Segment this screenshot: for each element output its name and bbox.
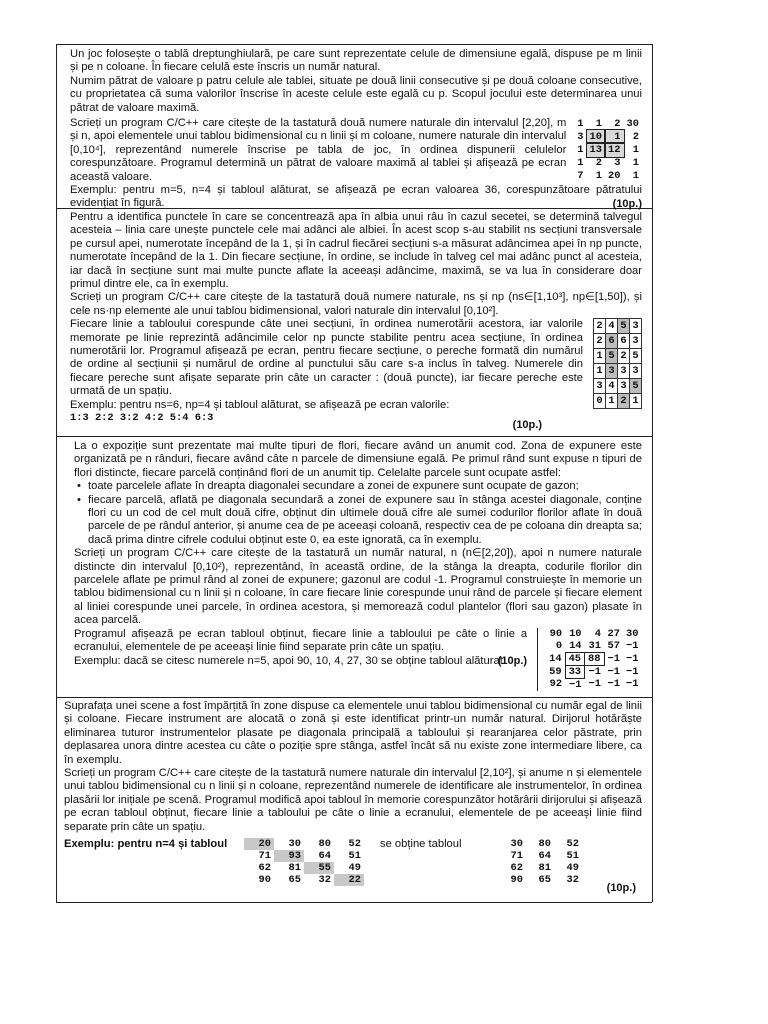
grid-cell: 32 xyxy=(318,874,331,887)
grid-cell: 22 xyxy=(334,874,364,886)
grid-cell: 65 xyxy=(538,874,551,887)
grid-cell: 80 xyxy=(318,838,331,851)
grid-cell: 1 xyxy=(632,144,639,156)
grid-cell: 57 xyxy=(607,639,621,652)
grid-cell: 27 xyxy=(607,627,621,640)
grid-cell: −1 xyxy=(607,665,621,678)
grid-cell: −1 xyxy=(626,652,639,665)
grid-cell: 10 xyxy=(587,130,605,143)
grid-cell: 31 xyxy=(588,639,602,652)
grid-cell: 49 xyxy=(348,862,361,875)
grid-cell: 10 xyxy=(569,627,582,640)
grid-row xyxy=(546,678,641,691)
grid-cell: 6 xyxy=(606,334,618,349)
grid-cell: 88 xyxy=(585,652,604,665)
grid-cell: 30 xyxy=(626,117,639,130)
grid-row xyxy=(546,628,641,640)
problem-1-grid xyxy=(574,117,642,183)
grid-cell: 51 xyxy=(348,850,361,863)
grid-cell: 64 xyxy=(538,850,551,863)
problem-3-bullet-2: • fiecare parcelă, aflată pe diagonala secundară a zonei de expunere sau în stânga acestei diagonale, conține flori cu un cod de cel mult două cifre, obținut din ultimele două cifre ale sumei codurilor florilor aflate în două parcele de pe rândul anterior, și anume cea de pe aceeași coloană, respectiv cea de pe coloana din dreapta sa; dacă prima dintre cifrele codului obținut este 0, ea este ignorată, ca în exemplu. xyxy=(74,494,642,548)
problem-4-example-label: Exemplu: pentru n=4 și tabloul xyxy=(64,838,228,851)
grid-cell: 5 xyxy=(630,379,642,394)
problem-3-task-1: Scrieți un program C/C++ care citește de la tastatură un număr natural, n (n∈[2,20]), apoi n numere naturale distincte din intervalul [0,10²), reprezentând, în această ordine, de la stânga la dreapta, codurile florilor din parcelele aflate pe primul rând al zonei de expunere; gazonul are codul -1. Programul construiește în memorie un tablou bidimensional cu n linii și n coloane, în care fiecare linie corespunde unui rând de parcele și fiecare element al liniei corespunde unei parcele, în ordinea acestora, și memorează codul plantelor (flori sau gazon) plasate în acea parcelă. xyxy=(74,547,642,627)
grid-cell: 65 xyxy=(288,874,301,887)
problem-4-intro: Suprafața unei scene a fost împărțită în zone dispuse ca elementele unui tablou bidimensional cu număr egal de linii și coloane. Fiecare instrument are alocată o zonă și este identificat printr-un număr natural. Dirijorul hotărăște eliminarea tuturor instrumentelor plasate pe diagonala principală a tabloului și rearanjarea celor păstrate, prin deplasarea unora dintre acestea cu câte o poziție spre stânga, astfel încât să nu existe zone intermediare libere, ca în exemplu. xyxy=(64,700,642,766)
grid-cell: 71 xyxy=(510,850,523,863)
problem-3-bullet-1: • toate parcelele aflate în dreapta diagonalei secundare a zonei de expunere sunt ocupate de gazon; xyxy=(74,480,642,493)
grid-cell: 1 xyxy=(595,170,603,183)
grid-cell: 2 xyxy=(595,157,603,170)
grid-cell: 1 xyxy=(594,364,606,379)
grid-cell: 1 xyxy=(632,157,639,170)
grid-cell: 3 xyxy=(630,364,642,379)
grid-cell: 5 xyxy=(630,349,642,364)
problem-4-obtain-label: se obține tabloul xyxy=(380,838,462,851)
grid-row xyxy=(546,640,641,653)
grid-cell: 93 xyxy=(274,850,304,862)
right-border xyxy=(652,44,653,902)
grid-row xyxy=(244,874,364,886)
problem-1-example: Exemplu: pentru m=5, n=4 și tabloul alăturat, se afișează pe ecran valoarea 36, corespunzătoare pătratului evidențiat în figură. xyxy=(70,184,642,210)
problem-4-points: (10p.) xyxy=(606,882,636,894)
problem-2-output: 1:3 2:2 3:2 4:2 5:4 6:3 xyxy=(70,412,214,425)
grid-cell: −1 xyxy=(569,678,582,691)
grid-cell: 0 xyxy=(594,394,606,409)
grid-cell: 5 xyxy=(618,319,630,334)
grid-row xyxy=(498,874,582,886)
grid-row xyxy=(244,838,364,850)
grid-row xyxy=(594,364,642,379)
grid-cell: 14 xyxy=(569,639,582,652)
grid-cell: 3 xyxy=(614,157,621,170)
grid-cell: 2 xyxy=(618,349,630,364)
grid-cell: 3 xyxy=(618,364,630,379)
grid-row xyxy=(244,850,364,862)
grid-cell: 1 xyxy=(577,157,584,170)
grid-row xyxy=(574,170,642,183)
grid-cell: 2 xyxy=(594,334,606,349)
grid-cell: 5 xyxy=(606,349,618,364)
problem-1-definition: Numim pătrat de valoare p patru celule ale tablei, situate pe două linii consecutive și pe două coloane consecutive, cu proprietatea că suma valorilor înscrise în aceste celule este egală cu p. Scopul jocului este determinarea unui pătrat de valoare maximă. xyxy=(70,74,642,114)
problem-4 xyxy=(56,700,652,894)
grid-cell: 90 xyxy=(549,627,563,640)
grid-cell: 3 xyxy=(594,379,606,394)
grid-cell: 59 xyxy=(549,665,562,678)
grid-row xyxy=(574,143,642,156)
grid-cell: −1 xyxy=(626,639,639,652)
grid-cell: 81 xyxy=(288,862,301,875)
problem-4-input-grid xyxy=(244,838,364,886)
grid-cell: 32 xyxy=(566,874,579,887)
grid-cell: 1 xyxy=(594,349,606,364)
grid-cell: 55 xyxy=(304,862,334,874)
problem-3 xyxy=(56,440,652,691)
separator xyxy=(56,436,652,437)
grid-row xyxy=(244,862,364,874)
grid-cell: 0 xyxy=(555,639,563,652)
grid-cell: 4 xyxy=(594,627,602,640)
grid-cell: 90 xyxy=(258,874,271,887)
problem-3-points: (10p.) xyxy=(497,654,528,667)
grid-cell: −1 xyxy=(588,678,602,691)
grid-row xyxy=(574,130,642,143)
grid-cell: 1 xyxy=(605,130,623,143)
grid-cell: −1 xyxy=(588,665,602,678)
grid-cell: 80 xyxy=(538,838,551,851)
grid-row xyxy=(498,838,582,850)
grid-cell: 3 xyxy=(606,364,618,379)
grid-cell: 2 xyxy=(614,117,621,130)
grid-row xyxy=(594,319,642,334)
grid-row xyxy=(594,334,642,349)
grid-cell: 81 xyxy=(538,862,551,875)
problem-2-points: (10p.) xyxy=(512,419,542,431)
grid-cell: 1 xyxy=(577,117,584,130)
grid-cell: 52 xyxy=(566,838,579,851)
problem-2-intro: Pentru a identifica punctele în care se concentrează apa în albia unui râu în cazul secetei, se determină talvegul acesteia – linia care unește punctele cele mai adânci ale albiei. În acest scop s-au stabilit ns secțiuni transversale pe cursul apei, numerotate începând de la 1, și în cadrul fiecărei secțiuni s-a măsurat adâncimea apei în np puncte, numerotate începând de la 1. Din fiecare secțiune, în ordine, se include în talveg cel mai adânc punct al acesteia, iar dacă în secțiune sunt mai multe puncte aflate la aceeași adâncime, maximă, se va lua în considerare doar primul dintre ele, ca în exemplu. xyxy=(70,211,642,291)
problem-3-grid xyxy=(546,628,642,691)
problem-2-example: Exemplu: pentru ns=6, np=4 și tabloul alăturat, se afișează pe ecran valorile: xyxy=(70,398,450,411)
grid-row xyxy=(594,379,642,394)
problem-3-intro: La o expoziție sunt prezentate mai multe tipuri de flori, fiecare având un anumit cod. Zona de expunere este organizată pe n rânduri, fiecare având câte n parcele de dimensiune egală. Pe primul rând sunt expuse n tipuri de flori distincte, fiecare parcelă conținând flori de un anumit tip. Celelalte parcele sunt ocupate astfel: xyxy=(74,440,642,479)
grid-cell: 12 xyxy=(605,143,623,156)
grid-cell: 64 xyxy=(318,850,331,863)
problem-1-task: Scrieți un program C/C++ care citește de la tastatură două numere naturale din intervalul [2,20], m și n, apoi elementele unui tablou bidimensional cu n linii și m coloane, numere naturale din intervalul [0,10⁴], reprezentând numerele înscrise pe tabla de joc, în ordinea dispunerii celulelor corespunzătoare. Programul determină un pătrat de valoare maximă al tablei și afișează pe ecran această valoare. xyxy=(70,117,567,183)
problem-3-task-2: Programul afișează pe ecran tabloul obținut, fiecare linie a tabloului pe câte o linie a ecranului, elementele de pe aceeași linie fiind separate prin câte un spațiu. xyxy=(74,627,528,654)
grid-cell: 30 xyxy=(626,627,639,640)
problem-4-output-grid xyxy=(498,838,582,886)
problem-1-points: (10p.) xyxy=(612,197,642,210)
grid-cell: 1 xyxy=(606,394,618,409)
separator xyxy=(56,697,652,698)
grid-row xyxy=(498,862,582,874)
grid-cell: 1 xyxy=(632,170,639,183)
grid-cell: −1 xyxy=(626,678,639,691)
grid-cell: 1 xyxy=(630,394,642,409)
problem-2-task-1: Scrieți un program C/C++ care citește de la tastatură două numere naturale, ns și np (ns∈[1,10³], np∈[1,50]), și cele ns·np elemente ale unui tablou bidimensional, valori naturale din intervalul [0,10²]. xyxy=(70,291,642,317)
grid-cell: 3 xyxy=(630,319,642,334)
grid-cell: 4 xyxy=(606,319,618,334)
grid-cell: 20 xyxy=(608,170,621,183)
grid-cell: 2 xyxy=(594,319,606,334)
grid-cell: 3 xyxy=(577,130,584,143)
grid-row xyxy=(546,665,641,678)
problem-1 xyxy=(56,48,652,211)
grid-cell: 30 xyxy=(510,838,523,851)
grid-cell: 7 xyxy=(577,170,584,183)
grid-cell: 14 xyxy=(549,652,562,665)
grid-cell: 90 xyxy=(510,874,523,887)
grid-row xyxy=(574,117,642,130)
problem-2 xyxy=(56,211,652,431)
problem-2-grid xyxy=(593,318,642,409)
grid-cell: 3 xyxy=(630,334,642,349)
grid-cell: 49 xyxy=(566,862,579,875)
grid-cell: 62 xyxy=(258,862,271,875)
grid-cell: 13 xyxy=(587,143,605,156)
grid-cell: 45 xyxy=(565,652,584,665)
grid-row xyxy=(574,157,642,170)
grid-row xyxy=(546,652,641,665)
grid-row xyxy=(498,850,582,862)
grid-cell: 71 xyxy=(258,850,271,863)
grid-cell: 33 xyxy=(565,665,584,678)
grid-cell: −1 xyxy=(607,652,621,665)
grid-row xyxy=(594,394,642,409)
problem-2-task-2: Fiecare linie a tabloului corespunde câte unei secțiuni, în ordinea numerotării acestora, iar valorile memorate pe linie reprezintă adâncimile celor np puncte stabilite pentru acea secțiune, în ordinea numerotării lor. Programul afișează pe ecran, pentru fiecare secțiune, o pereche formată din numărul de ordine al secțiunii și numărul de ordine al punctului său care s-a inclus în talveg. Numerele din fiecare pereche sunt afișate separate prin câte un caracter : (două puncte), iar fiecare pereche este urmată de un spațiu. xyxy=(70,318,583,398)
problem-3-example: Exemplu: dacă se citesc numerele n=5, apoi 90, 10, 4, 27, 30 se obține tabloul alăturat. xyxy=(74,654,506,667)
grid-row xyxy=(594,349,642,364)
grid-cell: 2 xyxy=(618,394,630,409)
separator xyxy=(56,902,652,903)
grid-cell: 62 xyxy=(510,862,523,875)
grid-cell: −1 xyxy=(626,665,639,678)
grid-cell: 51 xyxy=(566,850,579,863)
grid-cell: 3 xyxy=(618,379,630,394)
problem-4-task: Scrieți un program C/C++ care citește de la tastatură numere naturale din intervalul [2,10²], și anume n și elementele unui tablou bidimensional cu n linii și n coloane, reprezentând numerele de identificare ale instrumentelor, în ordinea plasării lor inițiale pe scenă. Programul modifică apoi tabloul în memorie corespunzător hotărârii dirijorului și afișează pe ecran tabloul obținut, fiecare linie a tabloului pe câte o linie a ecranului, elementele de pe aceeași linie fiind separate prin câte un spațiu. xyxy=(64,767,642,833)
grid-cell: 20 xyxy=(244,838,274,850)
separator xyxy=(56,44,652,45)
grid-cell: −1 xyxy=(607,678,621,691)
grid-cell: 52 xyxy=(348,838,361,851)
problem-1-intro: Un joc folosește o tablă dreptunghiulară, pe care sunt reprezentate celule de dimensiune egală, dispuse pe m linii și pe n coloane. În fiecare celulă este înscris un număr natural. xyxy=(70,48,642,74)
grid-cell: 1 xyxy=(577,144,584,156)
grid-cell: 92 xyxy=(549,678,563,691)
grid-cell: 2 xyxy=(632,130,639,143)
grid-cell: 1 xyxy=(595,117,603,130)
grid-cell: 4 xyxy=(606,379,618,394)
grid-cell: 30 xyxy=(288,838,301,851)
grid-cell: 6 xyxy=(618,334,630,349)
